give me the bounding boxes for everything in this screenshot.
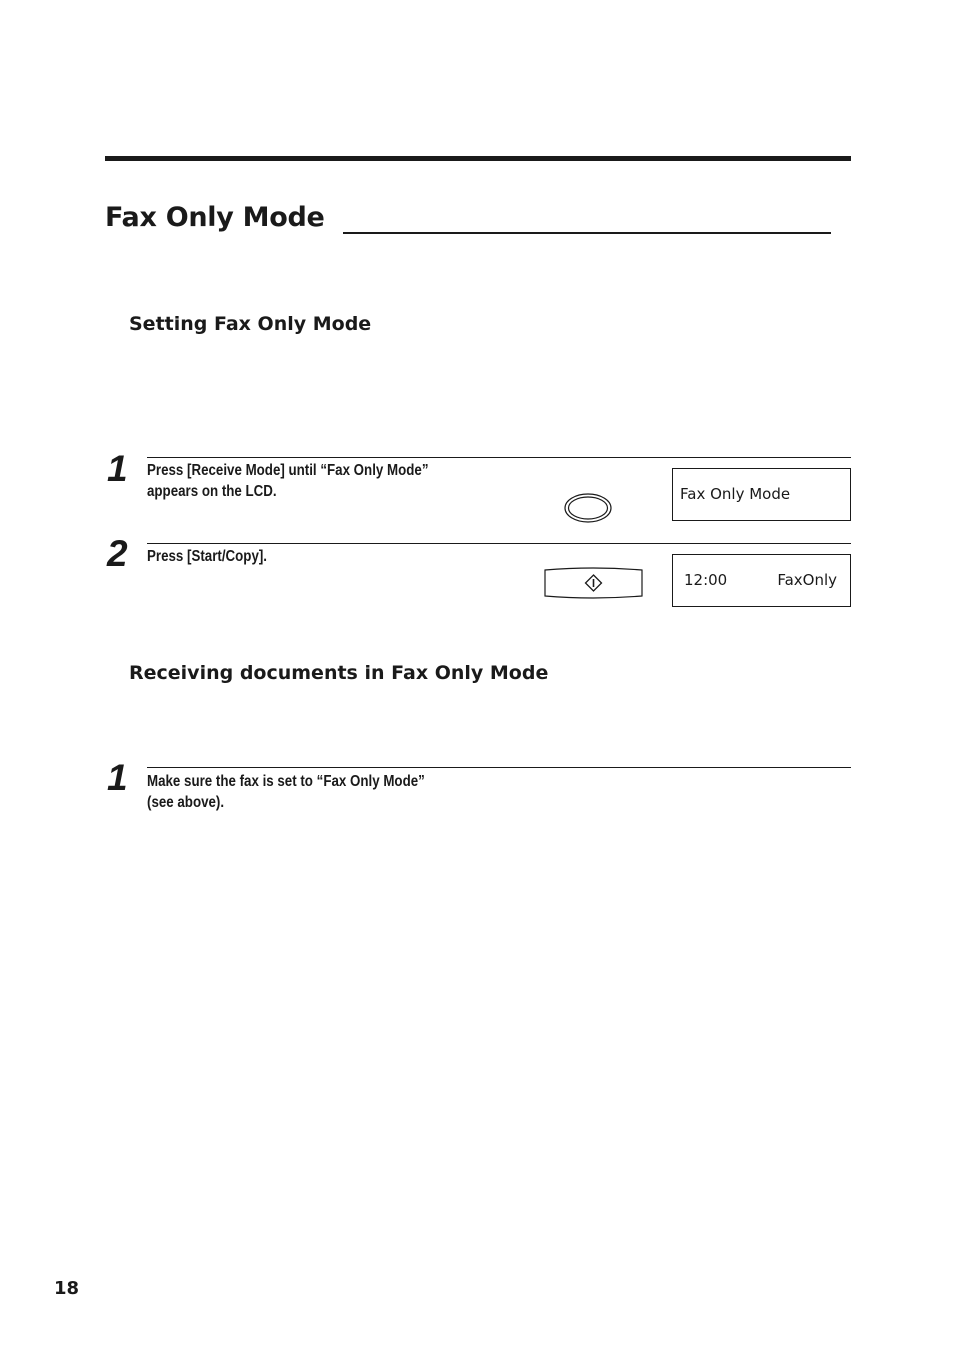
step-number: 2 — [107, 533, 128, 574]
title-rule — [343, 232, 831, 234]
step-instruction-line: appears on the LCD. — [147, 483, 277, 500]
page-number: 18 — [54, 1278, 80, 1299]
top-rule — [105, 156, 851, 161]
step-number: 1 — [107, 448, 128, 489]
lcd-time: 12:00 — [684, 571, 728, 589]
step-instruction — [147, 460, 474, 502]
step-instruction-line: Press [Start/Copy]. — [147, 548, 268, 565]
page-title: Fax Only Mode — [105, 202, 325, 233]
lcd-display — [672, 468, 851, 521]
section-heading-receiving: Receiving documents in Fax Only Mode — [129, 662, 549, 684]
step-instruction-line: Make sure the fax is set to “Fax Only Mode” — [147, 773, 425, 790]
step-instruction-line: Press [Receive Mode] until “Fax Only Mode” — [147, 462, 429, 479]
section-heading-setting: Setting Fax Only Mode — [129, 313, 372, 335]
lcd-display — [672, 554, 851, 607]
step-rule — [147, 543, 851, 544]
lcd-text: Fax Only Mode — [680, 485, 791, 503]
step-number: 1 — [107, 757, 128, 798]
step-rule — [147, 767, 851, 768]
step-instruction — [147, 546, 474, 567]
lcd-mode: FaxOnly — [777, 571, 837, 589]
step-rule — [147, 457, 851, 458]
start-copy-button-icon — [543, 566, 644, 600]
receive-mode-oval-button-icon — [564, 493, 612, 523]
step-instruction-line: (see above). — [147, 794, 225, 811]
step-instruction — [147, 771, 474, 813]
